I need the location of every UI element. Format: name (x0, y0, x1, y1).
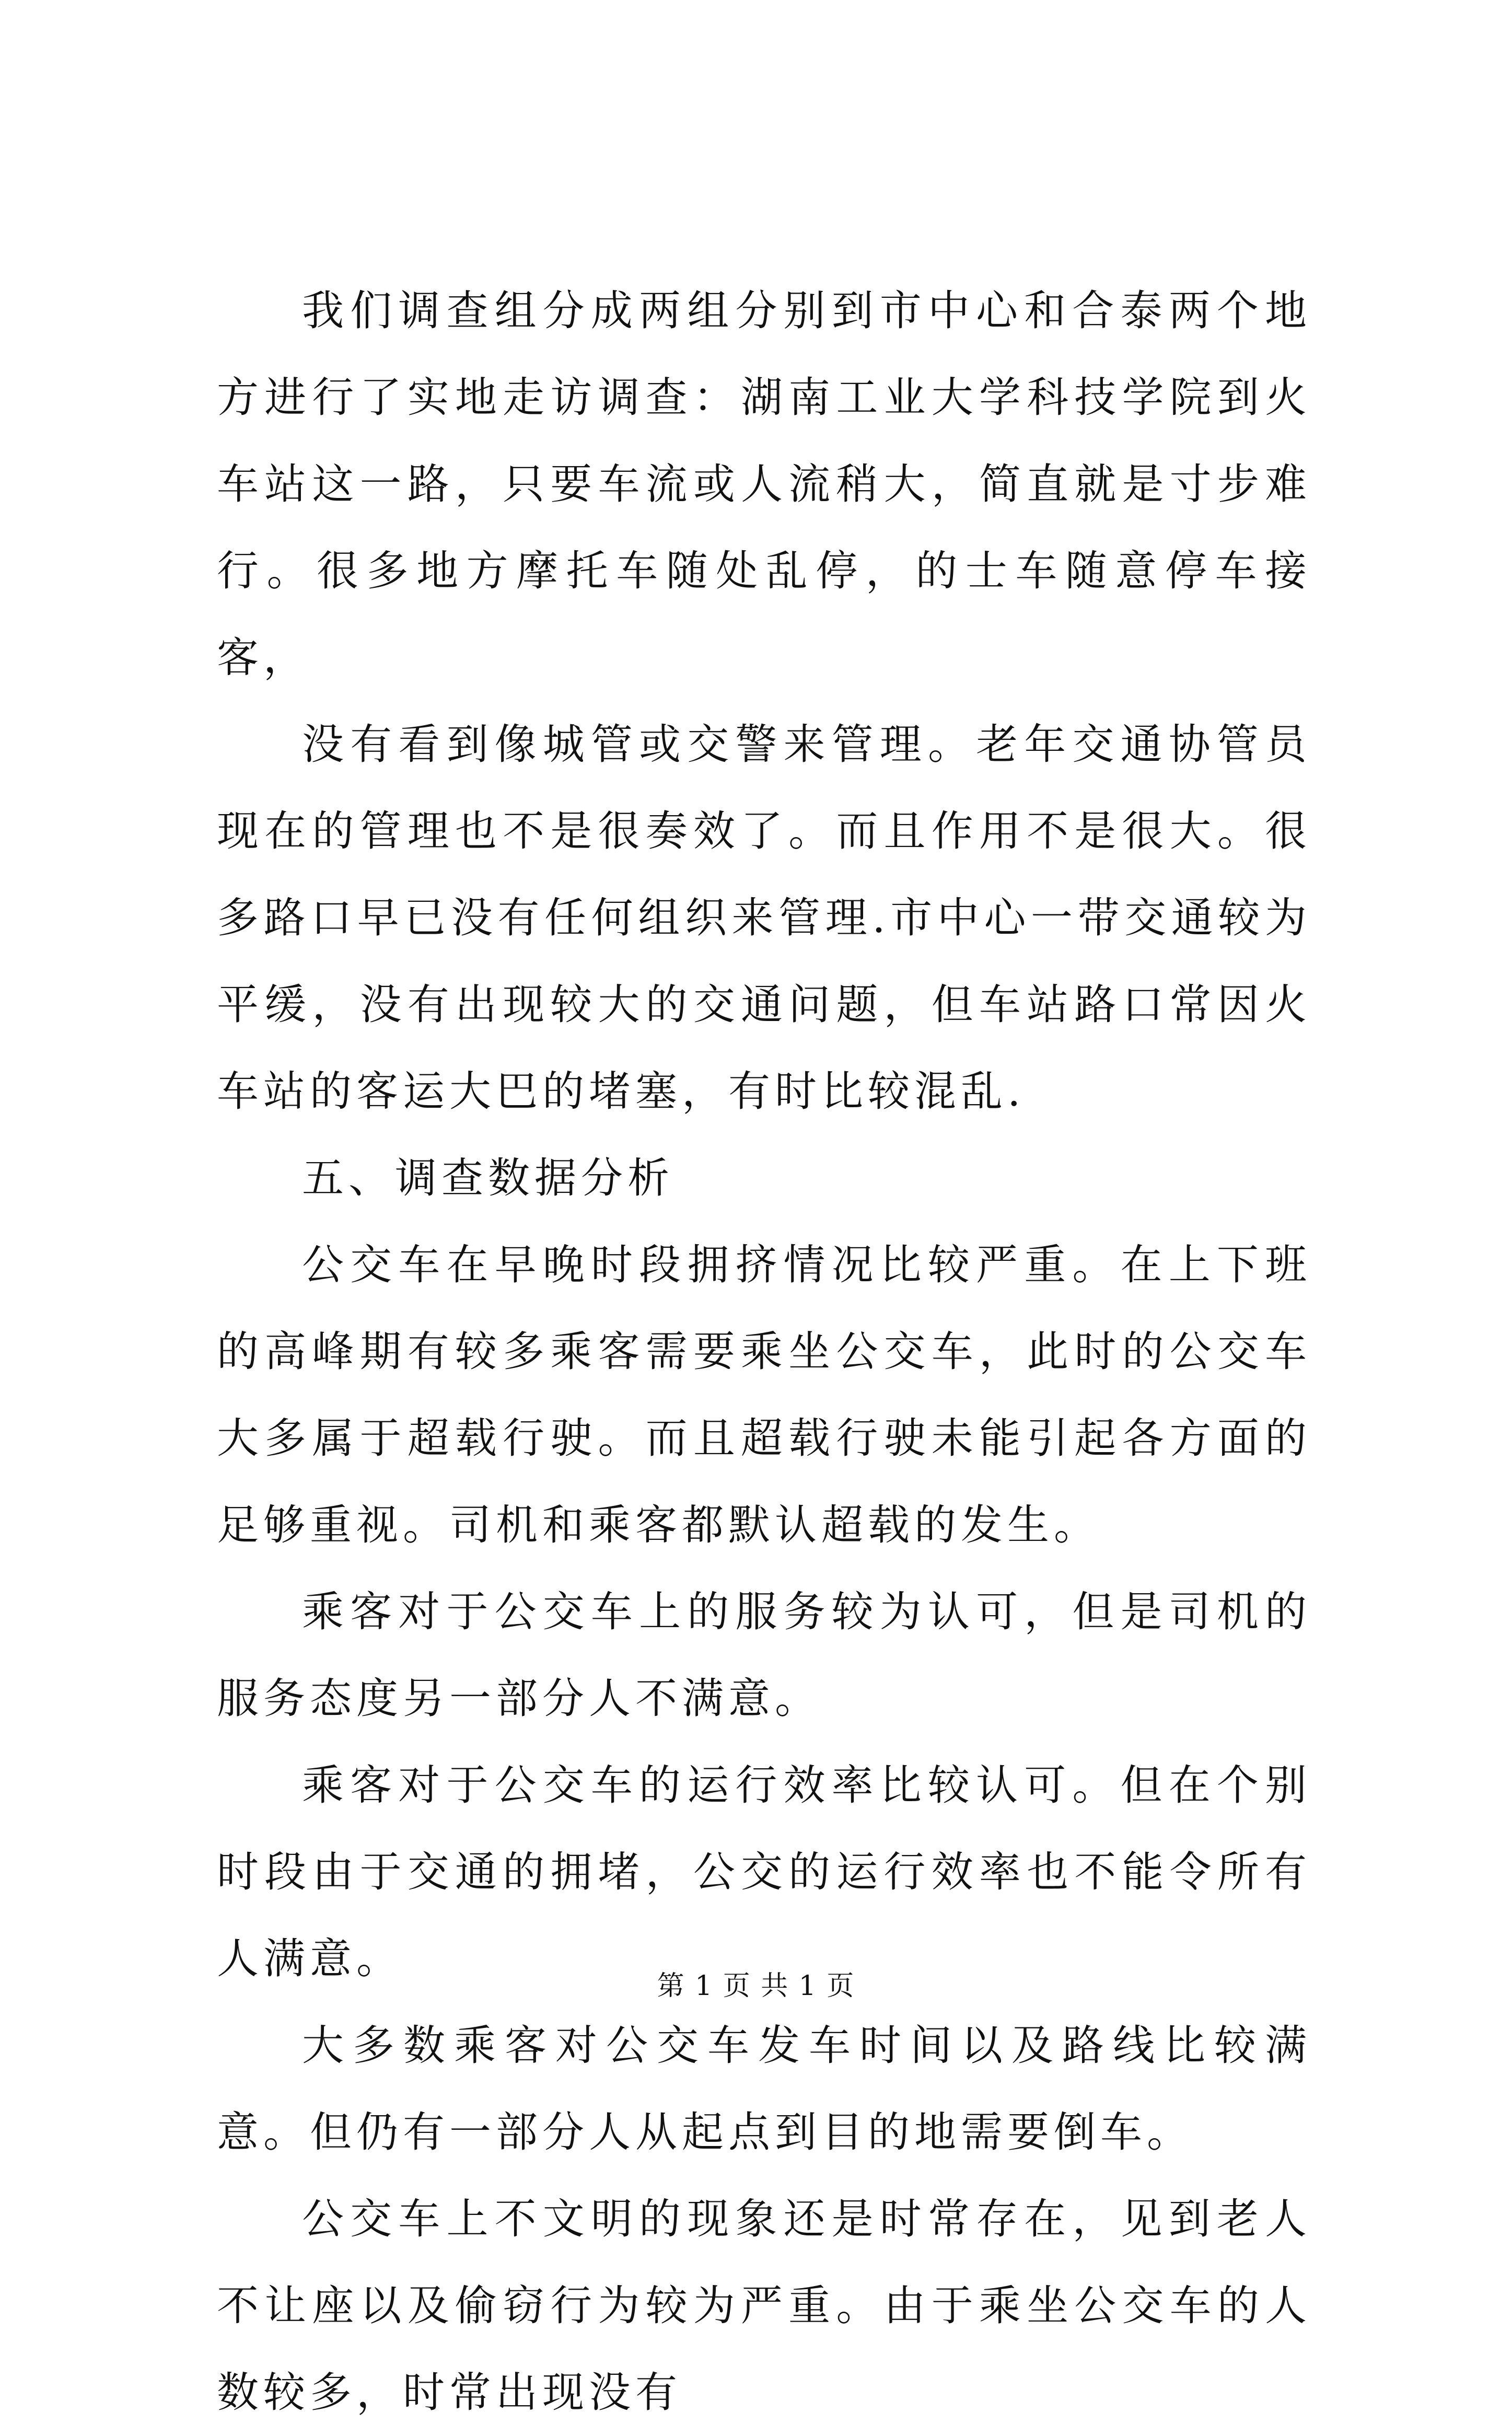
paragraph-7: 公交车上不文明的现象还是时常存在，见到老人不让座以及偷窃行为较为严重。由于乘坐公交车的人数较多，时常出现没有 (217, 2195, 1311, 2417)
paragraph-6: 大多数乘客对公交车发车时间以及路线比较满意。但仍有一部分人从起点到目的地需要倒车。 (217, 2021, 1311, 2156)
paragraph-2: 没有看到像城管或交警来管理。老年交通协管员现在的管理也不是很奏效了。而且作用不是很大。很多路口早已没有任何组织来管理.市中心一带交通较为平缓，没有出现较大的交通问题，但车站路口常因火车站的客运大巴的堵塞，有时比较混乱. (217, 720, 1311, 1116)
paragraph-4: 乘客对于公交车上的服务较为认可，但是司机的服务态度另一部分人不满意。 (217, 1587, 1311, 1723)
section-heading: 五、调查数据分析 (302, 1154, 674, 1202)
document-body (217, 268, 1311, 2436)
paragraph-1: 我们调查组分成两组分别到市中心和合泰两个地方进行了实地走访调查：湖南工业大学科技学院到火车站这一路，只要车流或人流稍大，简直就是寸步难行。很多地方摩托车随处乱停，的士车随意停车接客， (217, 286, 1311, 682)
paragraph-5: 乘客对于公交车的运行效率比较认可。但在个别时段由于交通的拥堵，公交的运行效率也不能令所有人满意。 (217, 1761, 1311, 1983)
page-footer: 第 1 页 共 1 页 (657, 1970, 855, 2002)
paragraph-3: 公交车在早晚时段拥挤情况比较严重。在上下班的高峰期有较多乘客需要乘坐公交车，此时的公交车大多属于超载行驶。而且超载行驶未能引起各方面的足够重视。司机和乘客都默认超载的发生。 (217, 1240, 1311, 1549)
